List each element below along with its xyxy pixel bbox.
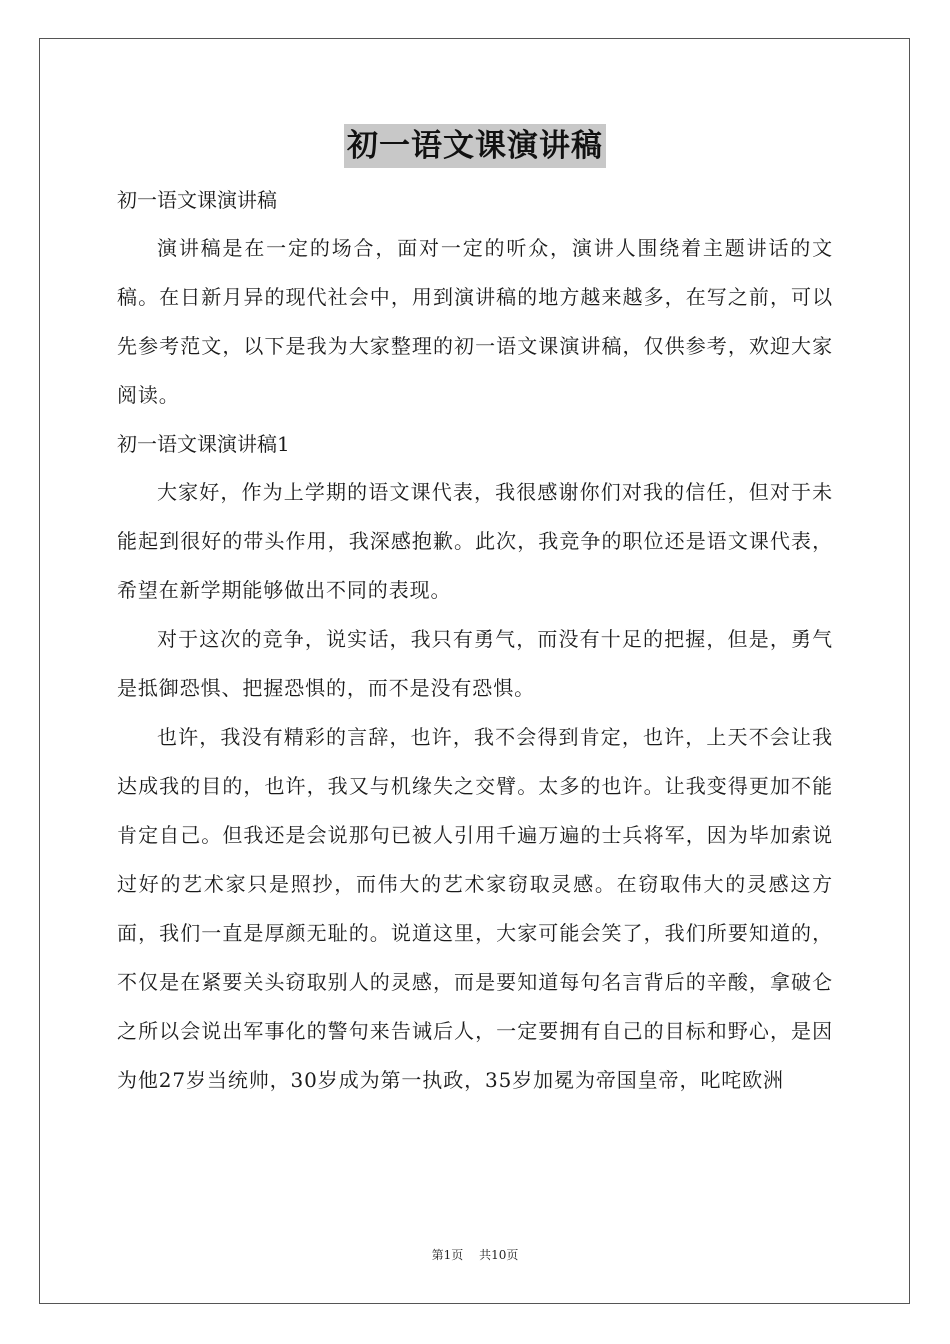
page-total: 共10页	[479, 1248, 519, 1262]
intro-paragraph: 演讲稿是在一定的场合，面对一定的听众，演讲人围绕着主题讲话的文稿。在日新月异的现代社会中，用到演讲稿的地方越来越多，在写之前，可以先参考范文，以下是我为大家整理的初一语文课演讲稿，仅供参考，欢迎大家阅读。	[117, 236, 833, 407]
page-footer	[0, 1246, 950, 1263]
body-paragraph-2: 对于这次的竞争，说实话，我只有勇气，而没有十足的把握，但是，勇气是抵御恐惧、把握恐惧的，而不是没有恐惧。	[117, 627, 833, 700]
document-title: 初一语文课演讲稿	[344, 124, 606, 168]
section-heading: 初一语文课演讲稿1	[117, 432, 290, 456]
body-paragraph-3: 也许，我没有精彩的言辞，也许，我不会得到肯定，也许，上天不会让我达成我的目的，也许，我又与机缘失之交臂。太多的也许。让我变得更加不能肯定自己。但我还是会说那句已被人引用千遍万遍的士兵将军，因为毕加索说过好的艺术家只是照抄，而伟大的艺术家窃取灵感。在窃取伟大的灵感这方面，我们一直是厚颜无耻的。说道这里，大家可能会笑了，我们所要知道的，不仅是在紧要关头窃取别人的灵感，而是要知道每句名言背后的辛酸，拿破仑之所以会说出军事化的警句来告诫后人，一定要拥有自己的目标和野心，是因为他27岁当统帅，30岁成为第一执政，35岁加冕为帝国皇帝，叱咤欧洲	[117, 725, 833, 1092]
document-body	[117, 176, 833, 1105]
title-container	[0, 124, 950, 168]
page-number: 第1页	[431, 1248, 464, 1262]
body-paragraph-1: 大家好，作为上学期的语文课代表，我很感谢你们对我的信任，但对于未能起到很好的带头作用，我深感抱歉。此次，我竞争的职位还是语文课代表，希望在新学期能够做出不同的表现。	[117, 480, 833, 602]
document-subtitle: 初一语文课演讲稿	[117, 188, 277, 212]
